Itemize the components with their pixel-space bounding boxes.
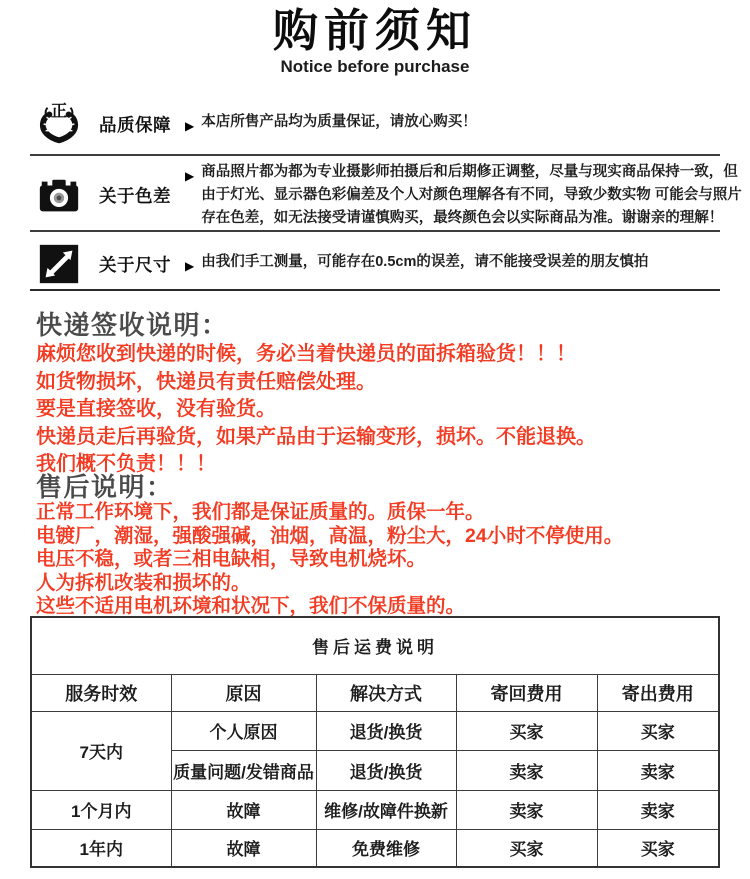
cell-solution: 免费维修 (316, 829, 456, 867)
cell-solution: 退货/换货 (316, 711, 456, 750)
cell-time: 7天内 (31, 711, 171, 790)
cell-cause: 故障 (171, 829, 316, 867)
cell-cause: 故障 (171, 790, 316, 829)
aftersale-line: 电压不稳，或者三相电缺相，导致电机烧坏。 (36, 548, 427, 570)
aftersale-line: 电镀厂，潮湿，强酸强碱，油烟，高温，粉尘大，24小时不停使用。 (36, 524, 624, 547)
delivery-line: 如货物损坏，快递员有责任赔偿处理。 (36, 370, 376, 393)
table-row (31, 711, 719, 750)
triangle-bullet-icon: ▶ (185, 118, 195, 133)
delivery-line: 我们概不负责！！！ (36, 453, 216, 475)
cell-send-fee: 卖家 (597, 790, 719, 829)
cell-solution: 退货/换货 (316, 750, 456, 790)
notice-label-color: 关于色差 (99, 186, 171, 206)
cell-cause: 质量问题/发错商品 (171, 750, 316, 790)
aftersale-line: 正常工作环境下，我们都是保证质量的。质保一年。 (36, 501, 485, 523)
camera-icon (36, 173, 82, 219)
notice-label-quality: 品质保障 (99, 114, 171, 135)
table-row (31, 790, 719, 829)
aftersale-line: 人为拆机改装和损坏的。 (36, 571, 251, 594)
col-header-solution: 解决方式 (316, 674, 456, 711)
notice-text-quality: 本店所售产品均为质量保证，请放心购买！ (201, 113, 477, 130)
cell-time: 1年内 (31, 829, 171, 867)
page-subtitle: Notice before purchase (280, 57, 470, 76)
cell-solution: 维修/故障件换新 (316, 790, 456, 829)
triangle-bullet-icon: ▶ (185, 258, 195, 273)
delivery-line: 麻烦您收到快递的时候，务必当着快递员的面拆箱验货！！！ (36, 343, 576, 365)
freight-table-header-row (31, 674, 719, 711)
aftersale-section-heading: 售后说明： (36, 472, 174, 502)
quality-seal-icon (36, 101, 82, 147)
svg-text:正: 正 (50, 102, 68, 121)
notice-row-color (36, 160, 742, 231)
cell-return-fee: 卖家 (456, 750, 597, 790)
cell-cause: 个人原因 (171, 711, 316, 750)
col-header-send-fee: 寄出费用 (597, 674, 719, 711)
col-header-return-fee: 寄回费用 (456, 674, 597, 711)
col-header-cause: 原因 (171, 674, 316, 711)
cell-return-fee: 卖家 (456, 790, 597, 829)
notice-row-size (36, 239, 742, 289)
separator-line (30, 230, 720, 232)
cell-time: 1个月内 (31, 790, 171, 829)
delivery-line: 要是直接签收，没有验货。 (36, 398, 276, 420)
notice-label-size: 关于尺寸 (99, 254, 171, 275)
notice-row-quality (36, 98, 742, 150)
notice-text-color: 商品照片都为都为专业摄影师拍摄后和后期修正调整，尽量与现实商品保持一致，但由于灯光、显示器色彩偏差及个人对颜色理解各有不同，导致少数实物 可能会与照片存在色差，如无法接受请谨慎购买，最终颜色会以实际商品为准。谢谢亲的理解！ (201, 164, 742, 226)
cell-send-fee: 卖家 (597, 750, 719, 790)
delivery-section-body (36, 341, 736, 479)
dimension-arrow-icon (36, 241, 82, 287)
aftersale-line: 这些不适用电机环境和状况下，我们不保质量的。 (36, 595, 466, 617)
page-title: 购前须知 (272, 5, 477, 56)
delivery-section-heading: 快递签收说明： (36, 310, 229, 340)
notice-text-size: 由我们手工测量，可能存在0.5cm的误差，请不能接受误差的朋友慎拍 (201, 253, 649, 270)
separator-line (30, 289, 720, 291)
cell-send-fee: 买家 (597, 829, 719, 867)
freight-table-title: 售后运费说明 (31, 617, 719, 674)
separator-line (30, 154, 720, 156)
cell-return-fee: 买家 (456, 711, 597, 750)
col-header-service-time: 服务时效 (31, 674, 171, 711)
cell-send-fee: 买家 (597, 711, 719, 750)
aftersale-freight-table (30, 616, 720, 868)
cell-return-fee: 买家 (456, 829, 597, 867)
delivery-line: 快递员走后再验货，如果产品由于运输变形，损坏。不能退换。 (36, 425, 596, 448)
aftersale-section-body (36, 501, 736, 619)
triangle-bullet-icon: ▶ (185, 169, 195, 183)
table-row (31, 829, 719, 867)
